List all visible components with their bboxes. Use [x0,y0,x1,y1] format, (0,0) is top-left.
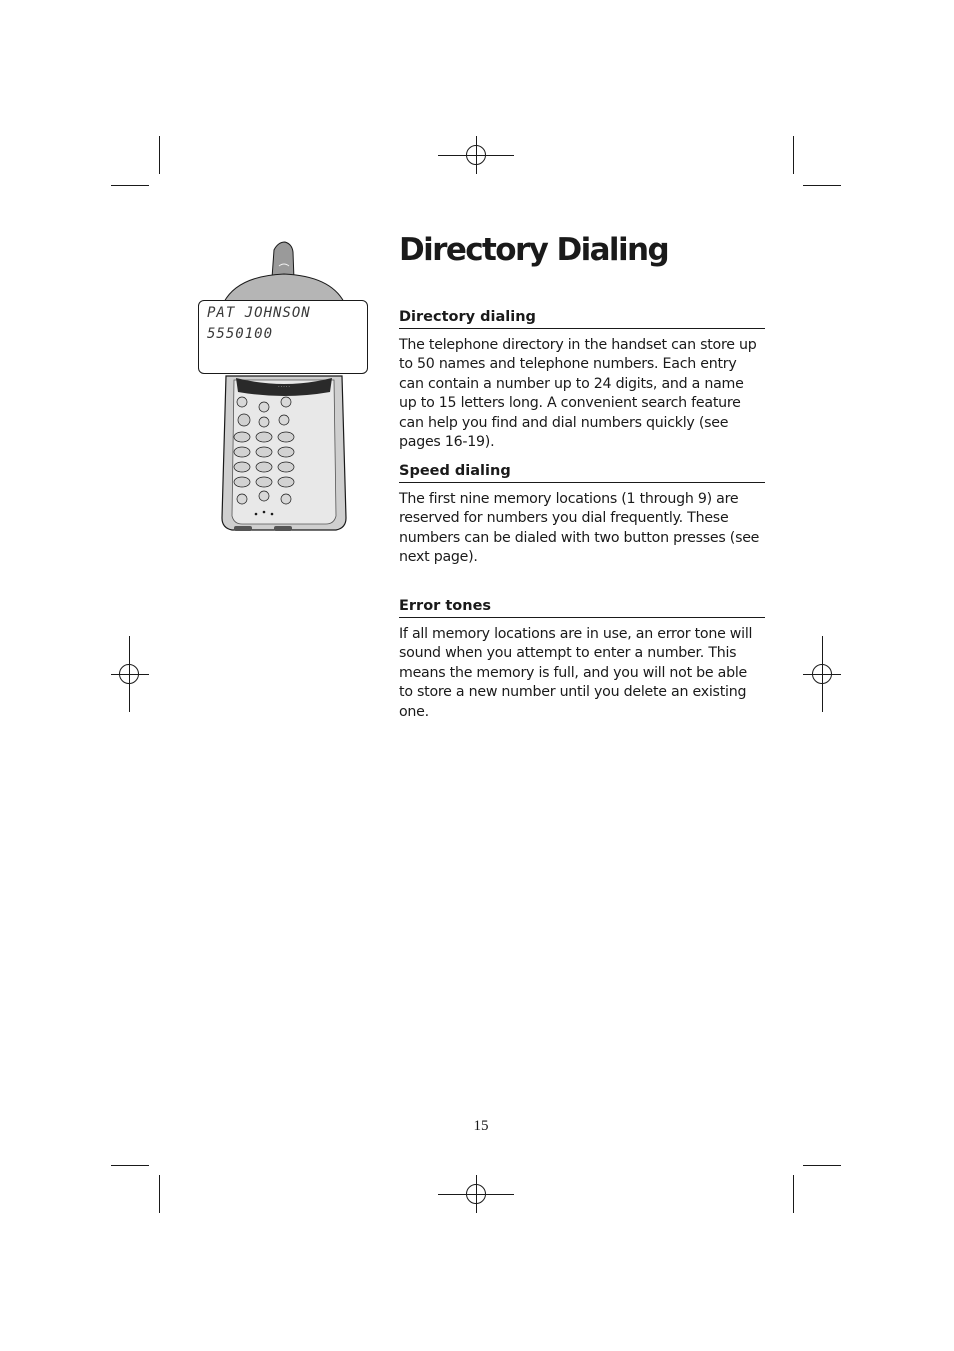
section-heading: Error tones [399,597,765,618]
registration-circle [812,664,832,684]
registration-circle [119,664,139,684]
handset-display [198,300,368,374]
crop-mark [159,136,160,174]
display-number-line: 5550100 [207,326,274,342]
section-body: If all memory locations are in use, an error tone will sound when you attempt to enter a number. This means the memory is full, and you will not be able to store a new number until you delete an existing one. [399,626,753,720]
section-heading: Speed dialing [399,462,765,483]
svg-text:· · · · ·: · · · · · [278,384,290,389]
section-body: The telephone directory in the handset can store up to 50 names and telephone numbers. Each entry can contain a number up to 24 digits, and a name up to 15 letters long. A convenient search feature can help you find and dial numbers quickly (see pages 16-19). [399,337,757,451]
section-heading: Directory dialing [399,308,765,329]
section-body: The first nine memory locations (1 through 9) are reserved for numbers you dial frequently. These numbers can be dialed with two button presses (see next page). [399,491,760,566]
handset-illustration [196,240,372,534]
crop-mark [793,136,794,174]
display-name-line: PAT JOHNSON [207,305,311,321]
registration-circle [466,1184,486,1204]
crop-mark [793,1175,794,1213]
section-error-tones [399,597,765,722]
section-speed-dialing [399,462,765,568]
page-number: 15 [473,1118,489,1134]
section-directory-dialing [399,308,765,452]
crop-mark [111,185,149,186]
page-title: Directory Dialing [399,232,669,268]
crop-mark [159,1175,160,1213]
registration-circle [466,145,486,165]
crop-mark [111,1165,149,1166]
crop-mark [803,1165,841,1166]
crop-mark [803,185,841,186]
